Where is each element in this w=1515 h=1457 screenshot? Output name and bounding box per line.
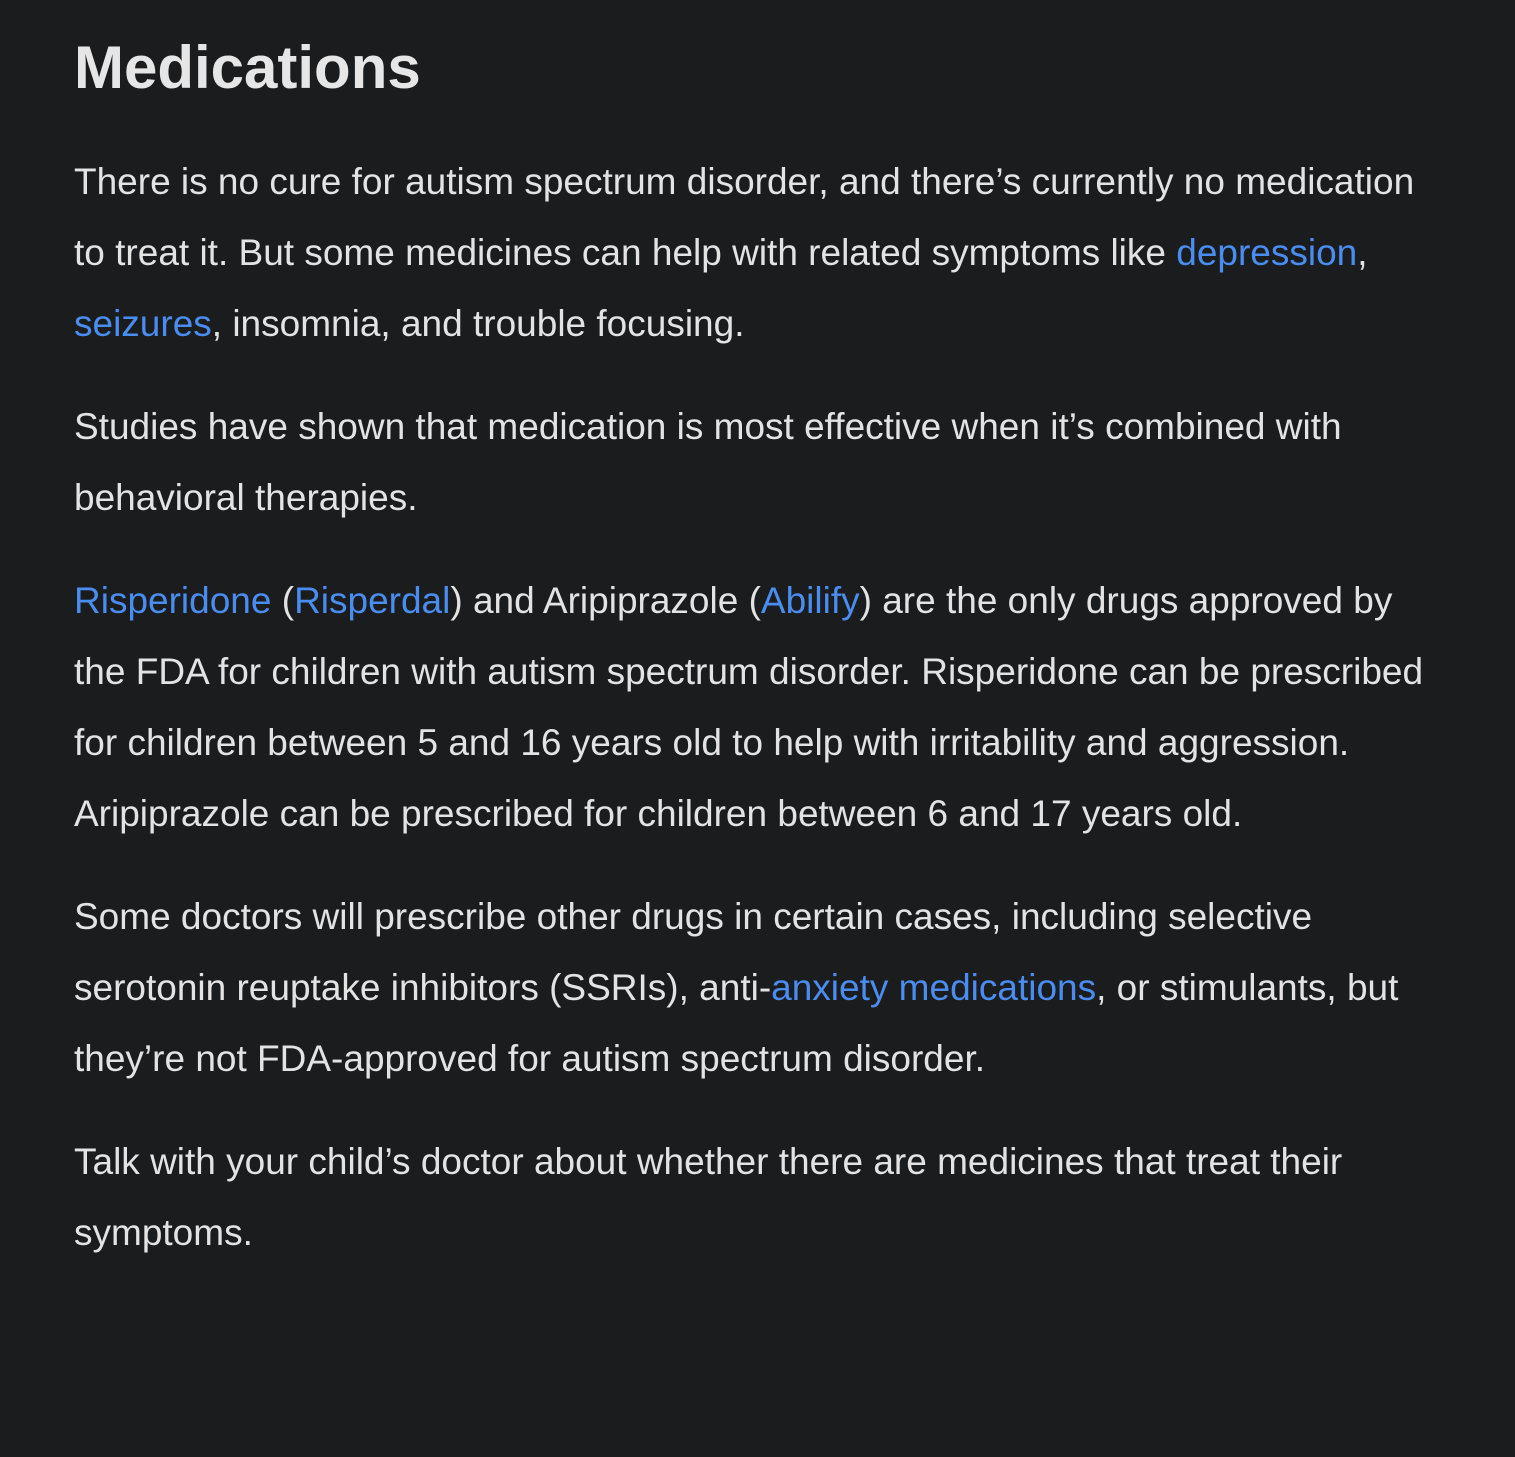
depression-link[interactable]: depression bbox=[1176, 232, 1358, 273]
paragraph-talk-doctor: Talk with your child’s doctor about whether there are medicines that treat their symptoms. bbox=[74, 1141, 1343, 1253]
paragraph-fda-drugs bbox=[74, 565, 1454, 849]
seizures-link[interactable]: seizures bbox=[74, 303, 212, 344]
paragraph-text: ) are the only drugs approved by the FDA for children with autism spectrum disorder. Risperidone can be prescribed for children between 5 and 16 years old to help with irritability and aggression. Aripiprazole can be prescribed for children between 6 and 17 years old. bbox=[74, 580, 1424, 834]
abilify-link[interactable]: Abilify bbox=[760, 580, 860, 621]
paragraph-text: ( bbox=[271, 580, 295, 621]
section-heading: Medications bbox=[74, 34, 421, 101]
paragraph-text: , insomnia, and trouble focusing. bbox=[211, 303, 745, 344]
risperidone-link[interactable]: Risperidone bbox=[74, 580, 272, 621]
anxiety-medications-link[interactable]: anxiety medications bbox=[771, 967, 1097, 1008]
paragraph-text: Some doctors will prescribe other drugs in certain cases, including selective serotonin reuptake inhibitors (SSRIs), anti- bbox=[74, 896, 1313, 1008]
paragraph-studies: Studies have shown that medication is most effective when it’s combined with behavioral therapies. bbox=[74, 406, 1342, 518]
article-section bbox=[74, 30, 1454, 1300]
paragraph-text: There is no cure for autism spectrum disorder, and there’s currently no medication to treat it. But some medicines can help with related symptoms like bbox=[74, 161, 1415, 273]
paragraph-intro bbox=[74, 146, 1454, 359]
paragraph-other-drugs bbox=[74, 881, 1454, 1094]
paragraph-text: ) and Aripiprazole ( bbox=[450, 580, 761, 621]
paragraph-text: , bbox=[1357, 232, 1368, 273]
risperdal-link[interactable]: Risperdal bbox=[294, 580, 451, 621]
paragraph-text: , or stimulants, but they’re not FDA-approved for autism spectrum disorder. bbox=[74, 967, 1399, 1079]
